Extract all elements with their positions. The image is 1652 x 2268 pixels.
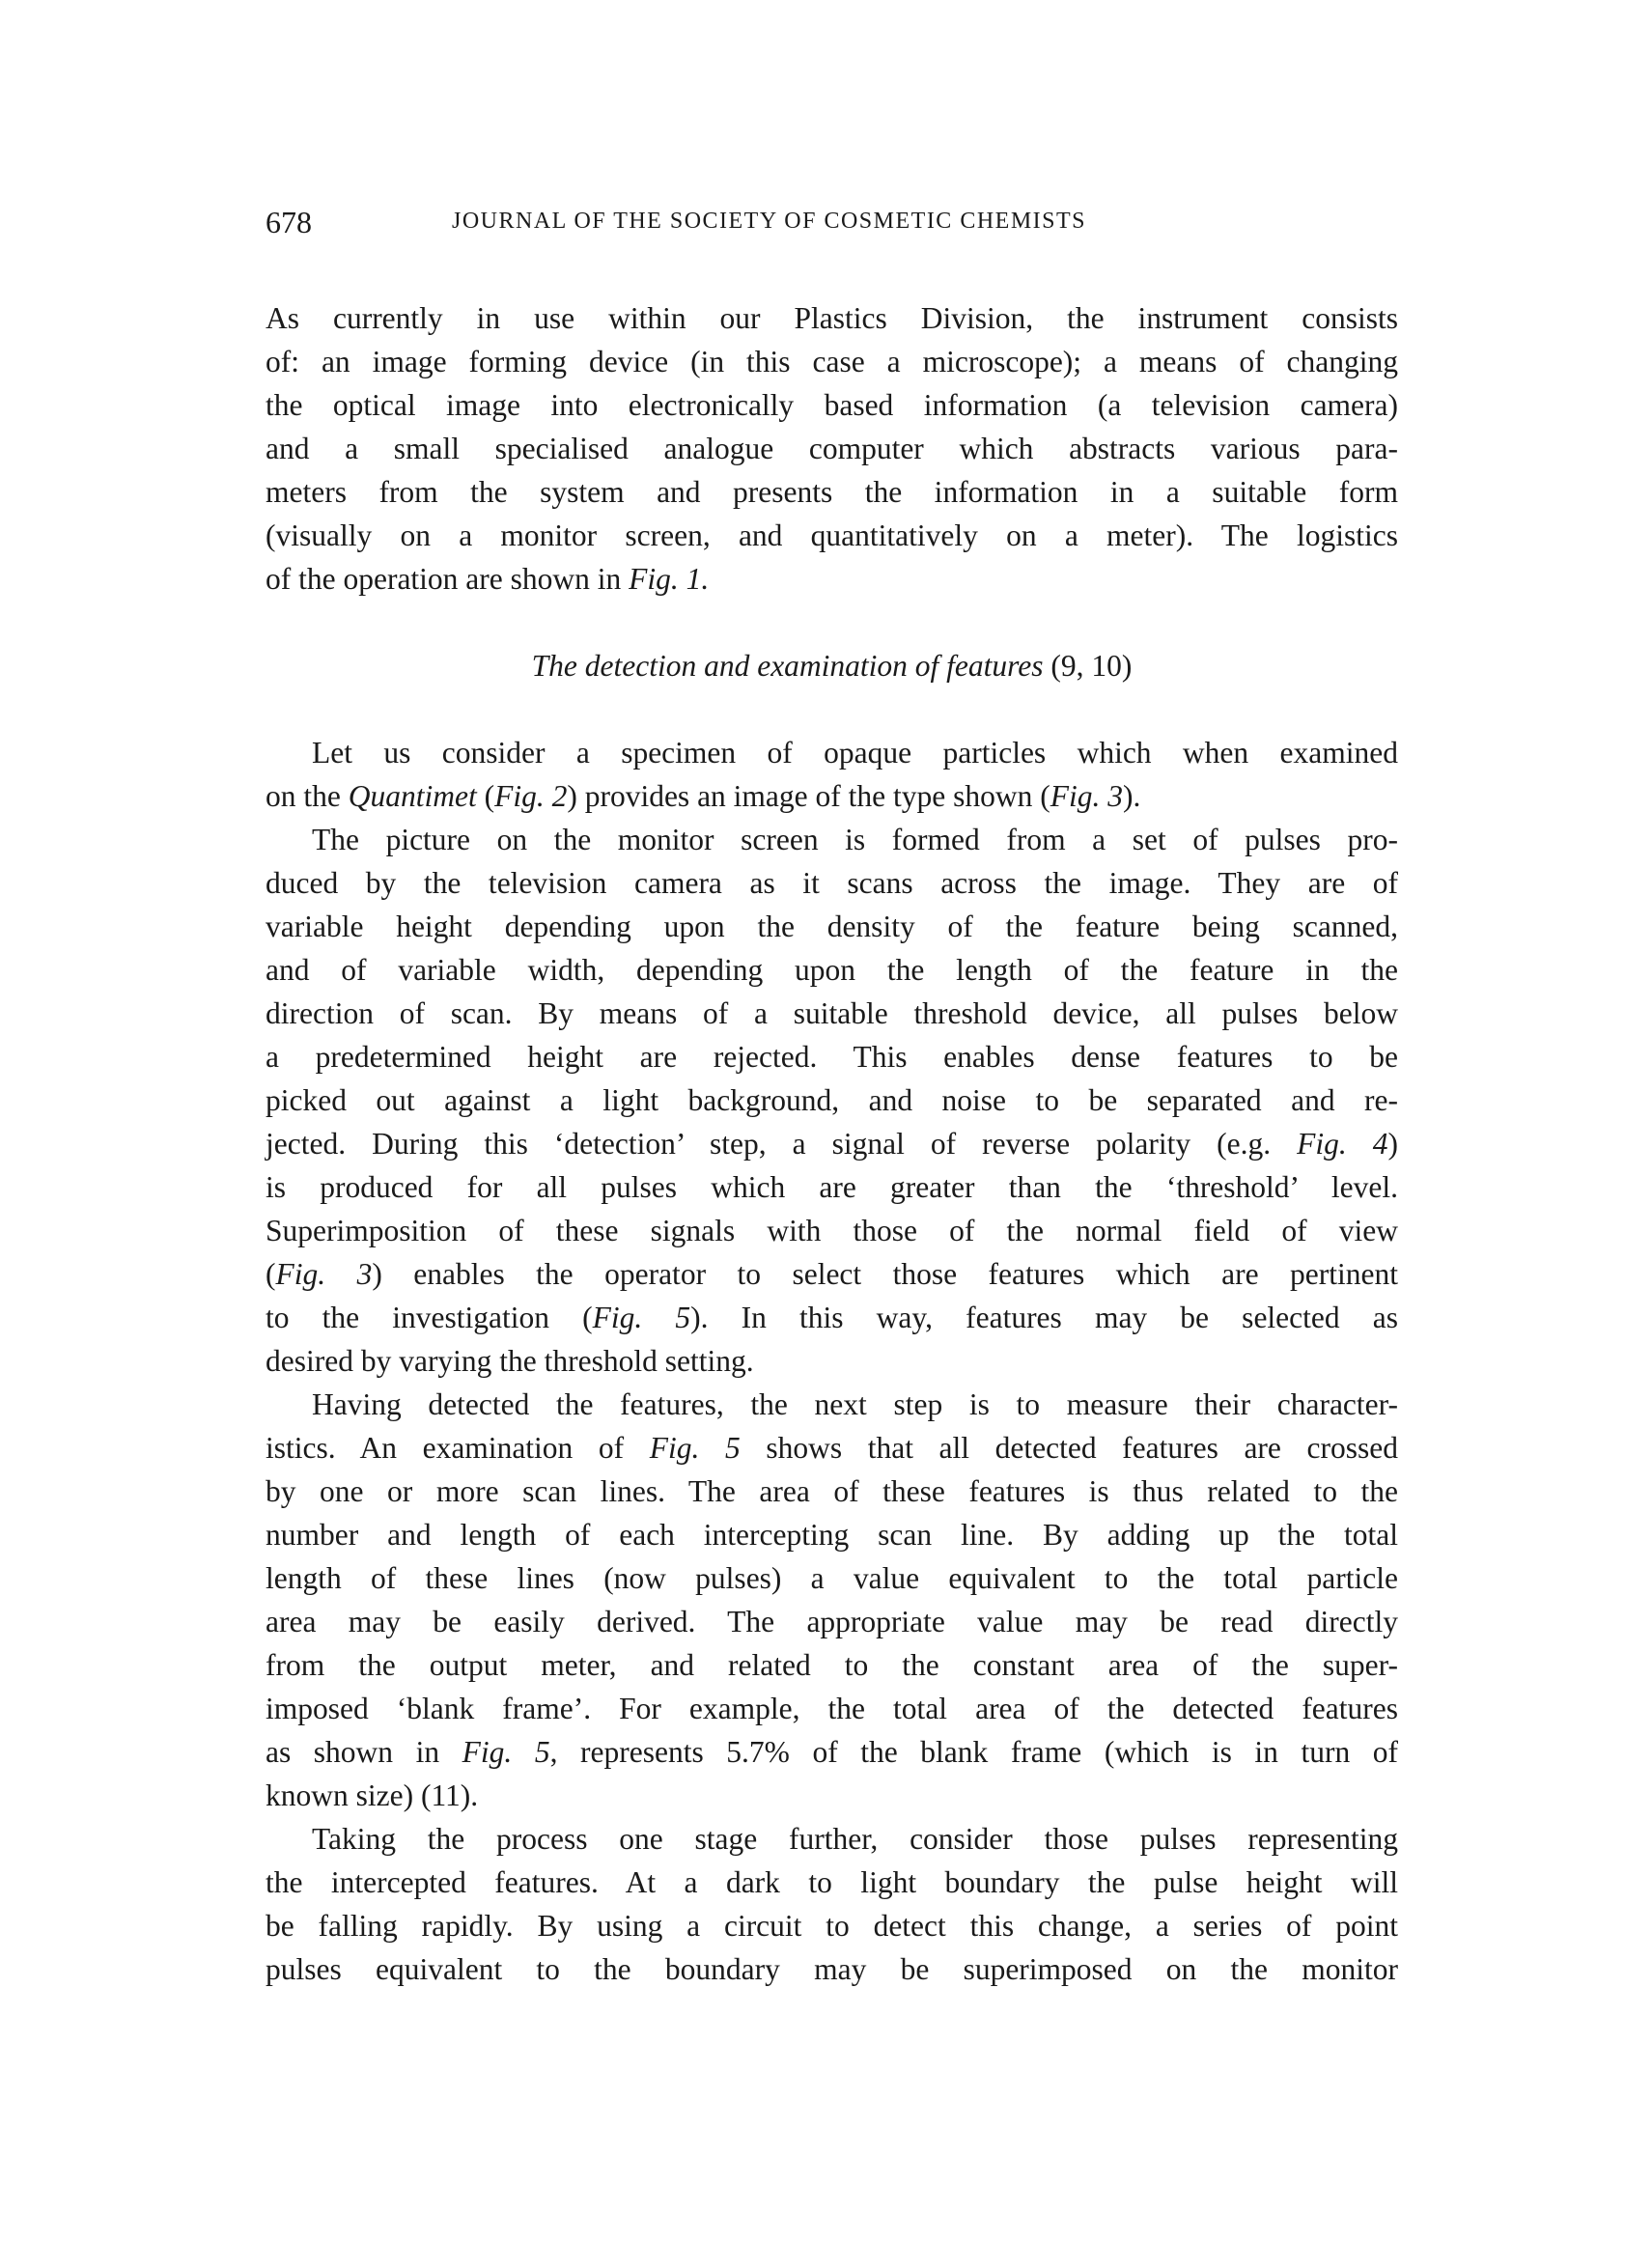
text-segment: (	[266, 1257, 276, 1291]
text-line	[266, 1904, 1398, 1947]
page-number: 678	[266, 205, 312, 239]
text-segment: jected. During this ‘detection’ step, a signal of reverse polarity (e.g.	[266, 1127, 1298, 1161]
italic-text: Fig. 2	[494, 779, 568, 813]
text-segment: direction of scan. By means of a suitable threshold device, all pulses below	[266, 996, 1398, 1030]
text-segment: from the output meter, and related to the constant area of the super-	[266, 1648, 1398, 1682]
text-line	[266, 818, 1398, 861]
text-segment: (9, 10)	[1043, 649, 1133, 683]
text-line	[266, 1513, 1398, 1556]
text-line	[266, 1861, 1398, 1904]
text-segment: As currently in use within our Plastics Division, the instrument consists	[266, 301, 1398, 335]
text-segment: Taking the process one stage further, consider those pulses representing	[312, 1822, 1398, 1856]
italic-text: Fig. 5	[462, 1735, 550, 1769]
text-segment: Let us consider a specimen of opaque particles which when examined	[312, 736, 1398, 770]
blank-line	[266, 601, 1398, 644]
text-line	[266, 1600, 1398, 1643]
text-segment: is produced for all pulses which are greater than the ‘threshold’ level.	[266, 1170, 1398, 1204]
text-line	[266, 1078, 1398, 1122]
italic-text: Fig. 5	[592, 1301, 691, 1334]
text-line	[266, 1339, 1398, 1383]
text-segment: a predetermined height are rejected. This enables dense features to be	[266, 1040, 1398, 1074]
text-segment: istics. An examination of	[266, 1431, 650, 1465]
italic-text: Fig. 3	[1050, 779, 1123, 813]
text-line	[266, 861, 1398, 905]
text-segment: ) enables the operator to select those features which are pertinent	[372, 1257, 1398, 1291]
text-segment: , represents 5.7% of the blank frame (which is in turn of	[549, 1735, 1399, 1769]
text-segment: )	[1387, 1127, 1398, 1161]
text-segment: Superimposition of these signals with those of the normal field of view	[266, 1214, 1398, 1247]
text-segment: meters from the system and presents the information in a suitable form	[266, 475, 1398, 509]
italic-text: Fig. 1.	[629, 562, 710, 596]
text-segment: ). In this way, features may be selected as	[690, 1301, 1398, 1334]
text-line	[266, 1122, 1398, 1165]
section-heading	[266, 644, 1398, 687]
text-segment: ) provides an image of the type shown (	[567, 779, 1050, 813]
text-line	[266, 1687, 1398, 1730]
text-segment: be falling rapidly. By using a circuit to detect this change, a series of point	[266, 1909, 1398, 1943]
text-segment: and of variable width, depending upon the length of the feature in the	[266, 953, 1398, 987]
text-segment: Having detected the features, the next step is to measure their character-	[312, 1387, 1398, 1421]
text-segment: ).	[1122, 779, 1141, 813]
running-head: JOURNAL OF THE SOCIETY OF COSMETIC CHEMISTS	[452, 209, 1086, 234]
text-line	[266, 731, 1398, 774]
text-segment: on the	[266, 779, 349, 813]
text-line	[266, 296, 1398, 340]
italic-text: Quantimet	[348, 779, 477, 813]
text-segment: number and length of each intercepting scan line. By adding up the total	[266, 1518, 1398, 1552]
text-line	[266, 1947, 1398, 1991]
text-segment: desired by varying the threshold setting.	[266, 1344, 754, 1378]
text-segment: by one or more scan lines. The area of these features is thus related to the	[266, 1474, 1398, 1508]
text-line	[266, 1774, 1398, 1817]
text-segment: imposed ‘blank frame’. For example, the total area of the detected features	[266, 1692, 1398, 1725]
text-segment: to the investigation (	[266, 1301, 593, 1334]
text-segment: the optical image into electronically based information (a television camera)	[266, 388, 1398, 422]
text-segment: of: an image forming device (in this case a microscope); a means of changing	[266, 345, 1398, 378]
text-segment: variable height depending upon the density of the feature being scanned,	[266, 910, 1398, 943]
text-line	[266, 1426, 1398, 1470]
text-line	[266, 1817, 1398, 1861]
text-segment: shows that all detected features are crossed	[740, 1431, 1398, 1465]
text-segment: (visually on a monitor screen, and quantitatively on a meter). The logistics	[266, 518, 1398, 552]
text-line	[266, 1296, 1398, 1339]
text-line	[266, 514, 1398, 557]
blank-line	[266, 687, 1398, 731]
text-segment: the intercepted features. At a dark to light boundary the pulse height will	[266, 1865, 1398, 1899]
text-line	[266, 1165, 1398, 1209]
text-segment: pulses equivalent to the boundary may be superimposed on the monitor	[266, 1952, 1398, 1986]
text-line	[266, 1383, 1398, 1426]
text-line	[266, 1035, 1398, 1078]
text-line	[266, 774, 1398, 818]
body-text	[266, 296, 1398, 1991]
text-line	[266, 1556, 1398, 1600]
text-line	[266, 1643, 1398, 1687]
text-segment: duced by the television camera as it scans across the image. They are of	[266, 866, 1398, 900]
text-line	[266, 383, 1398, 427]
text-line	[266, 1209, 1398, 1252]
text-segment: as shown in	[266, 1735, 462, 1769]
text-segment: and a small specialised analogue computer which abstracts various para-	[266, 432, 1398, 465]
text-line	[266, 1730, 1398, 1774]
italic-text: Fig. 5	[649, 1431, 741, 1465]
text-line	[266, 427, 1398, 470]
text-line	[266, 1252, 1398, 1296]
text-segment: (	[476, 779, 495, 813]
running-header	[266, 205, 1398, 245]
italic-text: Fig. 4	[1297, 1127, 1388, 1161]
text-line	[266, 340, 1398, 383]
text-segment: area may be easily derived. The appropriate value may be read directly	[266, 1605, 1398, 1638]
text-line	[266, 905, 1398, 948]
text-segment: known size) (11).	[266, 1778, 479, 1812]
text-line	[266, 948, 1398, 992]
text-line	[266, 557, 1398, 601]
text-line	[266, 470, 1398, 514]
text-segment: length of these lines (now pulses) a value equivalent to the total particle	[266, 1561, 1398, 1595]
text-line	[266, 992, 1398, 1035]
text-segment: of the operation are shown in	[266, 562, 630, 596]
italic-text: Fig. 3	[275, 1257, 373, 1291]
text-segment: The picture on the monitor screen is formed from a set of pulses pro-	[312, 823, 1398, 856]
italic-text: The detection and examination of features	[531, 649, 1044, 683]
text-segment: picked out against a light background, and noise to be separated and re-	[266, 1083, 1398, 1117]
text-line	[266, 1470, 1398, 1513]
